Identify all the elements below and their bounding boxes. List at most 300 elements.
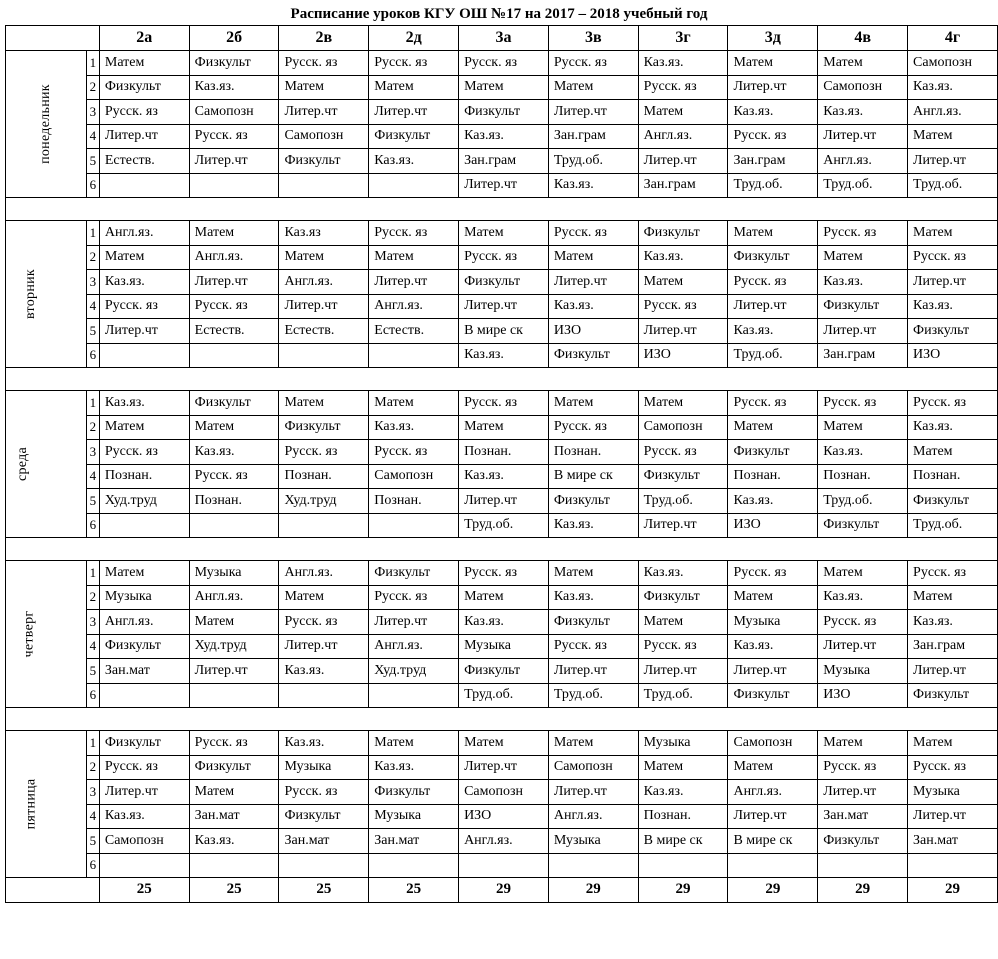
lesson-cell: Каз.яз. [638,51,728,76]
lesson-cell: Литер.чт [99,319,189,344]
lesson-cell: ИЗО [459,804,549,829]
lesson-number: 5 [86,489,99,514]
lesson-row [6,610,998,635]
lesson-cell: Самопозн [99,829,189,854]
lesson-row [6,731,998,756]
lesson-cell [189,853,279,878]
lesson-cell: Физкульт [818,294,908,319]
total-cell: 29 [459,878,549,903]
lesson-cell: Русск. яз [818,755,908,780]
lesson-cell: Литер.чт [908,659,998,684]
lesson-row [6,149,998,174]
lesson-cell: Физкульт [279,415,369,440]
lesson-cell: Зан.мат [99,659,189,684]
lesson-number: 3 [86,440,99,465]
lesson-cell: Литер.чт [908,149,998,174]
lesson-row [6,829,998,854]
lesson-number: 4 [86,294,99,319]
schedule-title: Расписание уроков КГУ ОШ №17 на 2017 – 2018 учебный год [290,6,708,22]
lesson-cell: Матем [369,75,459,100]
day-label: пятница [23,778,39,830]
day-cell [6,561,87,708]
lesson-cell [99,853,189,878]
lesson-cell: Матем [279,585,369,610]
lesson-cell [908,853,998,878]
lesson-number: 3 [86,270,99,295]
lesson-cell: Каз.яз. [818,585,908,610]
lesson-cell: Труд.об. [638,489,728,514]
lesson-cell [279,853,369,878]
lesson-cell: Познан. [638,804,728,829]
total-cell: 25 [99,878,189,903]
lesson-cell: Матем [548,75,638,100]
lesson-number: 2 [86,415,99,440]
lesson-cell: Физкульт [818,829,908,854]
class-header: 2а [99,26,189,51]
lesson-cell: Литер.чт [548,780,638,805]
lesson-cell: Русск. яз [818,610,908,635]
lesson-cell [99,173,189,198]
lesson-number: 1 [86,51,99,76]
lesson-cell: Физкульт [818,513,908,538]
lesson-cell: Русск. яз [818,221,908,246]
lesson-cell: Русск. яз [638,634,728,659]
class-header: 3а [459,26,549,51]
lesson-cell: Русск. яз [908,755,998,780]
lesson-row [6,343,998,368]
lesson-row [6,780,998,805]
lesson-number: 5 [86,149,99,174]
lesson-cell: Матем [459,585,549,610]
lesson-cell: Зан.грам [818,343,908,368]
class-header: 4в [818,26,908,51]
lesson-cell: Литер.чт [369,270,459,295]
lesson-cell: Литер.чт [818,780,908,805]
lesson-cell: Литер.чт [908,804,998,829]
lesson-cell: Матем [279,245,369,270]
day-separator [6,368,998,391]
lesson-cell: Литер.чт [638,149,728,174]
schedule-header [6,26,998,51]
lesson-cell: Музыка [279,755,369,780]
lesson-cell: Самопозн [189,100,279,125]
lesson-cell: Музыка [818,659,908,684]
lesson-cell: Зан.грам [638,173,728,198]
lesson-cell: Физкульт [728,440,818,465]
lesson-cell: Литер.чт [459,294,549,319]
lesson-cell: Зан.грам [728,149,818,174]
lesson-cell: Каз.яз. [279,659,369,684]
lesson-cell: Музыка [369,804,459,829]
lesson-cell: Литер.чт [638,659,728,684]
lesson-cell: Труд.об. [459,683,549,708]
lesson-cell: Матем [548,245,638,270]
lesson-number: 1 [86,391,99,416]
lesson-cell: Англ.яз. [189,585,279,610]
lesson-cell: Каз.яз. [548,513,638,538]
lesson-cell: Литер.чт [728,294,818,319]
lesson-cell: Познан. [548,440,638,465]
lesson-number: 4 [86,804,99,829]
lesson-number: 2 [86,755,99,780]
lesson-cell: Русск. яз [99,100,189,125]
lesson-cell: Матем [99,415,189,440]
class-header: 3в [548,26,638,51]
lesson-cell [189,513,279,538]
lesson-row [6,659,998,684]
lesson-cell: Познан. [279,464,369,489]
lesson-cell: Матем [638,755,728,780]
lesson-row [6,319,998,344]
lesson-cell: Русск. яз [908,245,998,270]
lesson-cell: Русск. яз [459,245,549,270]
lesson-cell: Англ.яз. [279,561,369,586]
lesson-cell: Русск. яз [279,610,369,635]
lesson-cell: Труд.об. [728,343,818,368]
lesson-cell: Физкульт [279,149,369,174]
lesson-cell: Физкульт [369,124,459,149]
lesson-row [6,245,998,270]
lesson-cell: Каз.яз. [189,440,279,465]
lesson-row [6,489,998,514]
lesson-cell: В мире ск [459,319,549,344]
lesson-cell: Англ.яз. [279,270,369,295]
lesson-cell: Труд.об. [728,173,818,198]
lesson-row [6,513,998,538]
lesson-cell: Познан. [818,464,908,489]
lesson-cell: Англ.яз. [99,221,189,246]
lesson-cell: Физкульт [99,634,189,659]
lesson-cell: Русск. яз [548,221,638,246]
total-cell: 29 [818,878,908,903]
lesson-cell: Матем [99,245,189,270]
lesson-number: 2 [86,75,99,100]
lesson-cell: Самопозн [728,731,818,756]
day-separator [6,708,998,731]
lesson-cell: Матем [818,245,908,270]
lesson-cell [279,173,369,198]
lesson-cell: Труд.об. [638,683,728,708]
total-cell: 25 [369,878,459,903]
total-cell: 29 [908,878,998,903]
lesson-cell: Русск. яз [279,51,369,76]
lesson-cell: Труд.об. [548,683,638,708]
lesson-cell: Каз.яз. [189,75,279,100]
lesson-cell: Познан. [908,464,998,489]
total-cell: 25 [189,878,279,903]
lesson-cell: Литер.чт [189,270,279,295]
lesson-cell: Естеств. [189,319,279,344]
separator-cell [6,708,998,731]
class-header: 3г [638,26,728,51]
total-cell: 29 [548,878,638,903]
lesson-cell: Англ.яз. [548,804,638,829]
lesson-cell: Зан.мат [908,829,998,854]
lesson-cell: Каз.яз. [459,343,549,368]
lesson-cell: Зан.мат [818,804,908,829]
lesson-row [6,173,998,198]
lesson-cell: Матем [638,270,728,295]
lesson-cell [99,513,189,538]
lesson-cell: Зан.мат [189,804,279,829]
lesson-cell: Русск. яз [279,440,369,465]
lesson-cell: Матем [548,731,638,756]
lesson-cell: Физкульт [189,755,279,780]
lesson-cell: Матем [728,415,818,440]
lesson-cell: Матем [728,755,818,780]
lesson-number: 1 [86,731,99,756]
lesson-cell: Русск. яз [189,464,279,489]
class-header: 2в [279,26,369,51]
lesson-cell: Литер.чт [638,319,728,344]
lesson-cell: Каз.яз. [818,100,908,125]
lesson-row [6,585,998,610]
lesson-cell: Каз.яз. [548,294,638,319]
lesson-cell: Познан. [99,464,189,489]
lesson-cell [369,343,459,368]
lesson-cell: Англ.яз. [99,610,189,635]
lesson-cell: Матем [189,415,279,440]
lesson-cell: Русск. яз [638,440,728,465]
lesson-cell: Физкульт [728,683,818,708]
lesson-cell: Самопозн [459,780,549,805]
lesson-cell: Физкульт [459,270,549,295]
lesson-cell: Матем [818,561,908,586]
lesson-cell: Русск. яз [279,780,369,805]
lesson-cell: Каз.яз. [728,100,818,125]
lesson-cell: Худ.труд [279,489,369,514]
lesson-number: 3 [86,100,99,125]
lesson-cell [189,683,279,708]
lesson-cell [638,853,728,878]
lesson-number: 6 [86,683,99,708]
lesson-row [6,561,998,586]
lesson-cell: Русск. яз [189,294,279,319]
lesson-cell: Англ.яз. [369,294,459,319]
lesson-row [6,51,998,76]
lesson-cell: Литер.чт [279,634,369,659]
lesson-cell: Матем [818,731,908,756]
lesson-number: 4 [86,124,99,149]
lesson-cell: Каз.яз. [279,731,369,756]
lesson-cell: Физкульт [99,75,189,100]
lesson-cell: Матем [908,124,998,149]
lesson-cell: Литер.чт [459,755,549,780]
lesson-cell: ИЗО [908,343,998,368]
lesson-cell: Физкульт [459,100,549,125]
lesson-cell: Каз.яз. [908,75,998,100]
lesson-cell: Каз.яз. [369,149,459,174]
lesson-cell [728,853,818,878]
lesson-cell [279,683,369,708]
lesson-cell: Физкульт [189,391,279,416]
lesson-row [6,75,998,100]
lesson-row [6,294,998,319]
lesson-cell: Зан.мат [279,829,369,854]
lesson-cell: Англ.яз. [818,149,908,174]
schedule-table [5,25,998,903]
lesson-cell: Познан. [369,489,459,514]
lesson-cell: Каз.яз. [638,561,728,586]
lesson-number: 4 [86,634,99,659]
lesson-cell: Матем [189,610,279,635]
lesson-cell: Естеств. [99,149,189,174]
lesson-cell: Физкульт [548,489,638,514]
lesson-cell: Матем [818,415,908,440]
lesson-cell: Матем [728,585,818,610]
lesson-cell [369,683,459,708]
lesson-cell [369,513,459,538]
lesson-cell: Каз.яз. [548,585,638,610]
lesson-cell: Каз.яз. [459,464,549,489]
lesson-cell: Зан.грам [459,149,549,174]
lesson-row [6,804,998,829]
lesson-cell: Музыка [459,634,549,659]
lesson-cell: Русск. яз [99,755,189,780]
lesson-cell: Англ.яз. [638,124,728,149]
lesson-cell: Русск. яз [369,51,459,76]
lesson-number: 1 [86,221,99,246]
lesson-cell: Русск. яз [189,124,279,149]
lesson-cell: Физкульт [638,464,728,489]
lesson-cell: В мире ск [548,464,638,489]
lesson-cell: Каз.яз. [99,270,189,295]
lesson-number: 3 [86,780,99,805]
lesson-cell: Зан.грам [548,124,638,149]
lesson-cell: Литер.чт [548,270,638,295]
lesson-cell: ИЗО [818,683,908,708]
lesson-cell: Матем [908,221,998,246]
lesson-cell: Труд.об. [548,149,638,174]
lesson-cell: Литер.чт [459,173,549,198]
lesson-cell: Русск. яз [908,391,998,416]
lesson-cell: Матем [548,391,638,416]
lesson-cell: Физкульт [369,561,459,586]
lesson-cell: Литер.чт [728,804,818,829]
lesson-cell: Физкульт [908,489,998,514]
lesson-cell: Матем [728,221,818,246]
class-header: 3д [728,26,818,51]
class-header: 2д [369,26,459,51]
lesson-cell: Русск. яз [728,270,818,295]
lesson-cell: Каз.яз. [99,804,189,829]
lesson-cell: Труд.об. [908,173,998,198]
lesson-cell: Матем [189,221,279,246]
class-header-row [6,26,998,51]
lesson-cell: Познан. [189,489,279,514]
lesson-number: 4 [86,464,99,489]
lesson-cell: Литер.чт [459,489,549,514]
lesson-cell: Русск. яз [728,561,818,586]
schedule-body [6,51,998,903]
lesson-cell: Матем [459,415,549,440]
lesson-row [6,124,998,149]
lesson-cell: Матем [548,561,638,586]
total-cell: 29 [728,878,818,903]
lesson-cell: Русск. яз [459,391,549,416]
lesson-row [6,853,998,878]
lesson-row [6,755,998,780]
lesson-cell: Физкульт [279,804,369,829]
lesson-cell: Матем [459,221,549,246]
lesson-cell: Англ.яз. [459,829,549,854]
lesson-cell: Матем [459,75,549,100]
lesson-cell: Матем [369,245,459,270]
lesson-cell: Русск. яз [728,391,818,416]
lesson-cell: Физкульт [99,731,189,756]
lesson-cell: Труд.об. [818,173,908,198]
lesson-cell: Матем [638,391,728,416]
lesson-cell: Матем [369,391,459,416]
lesson-cell: Каз.яз [279,221,369,246]
lesson-cell: Матем [908,440,998,465]
lesson-cell: Каз.яз. [908,294,998,319]
lesson-row [6,270,998,295]
lesson-cell: ИЗО [548,319,638,344]
lesson-row [6,464,998,489]
totals-row [6,878,998,903]
lesson-cell: Русск. яз [548,634,638,659]
lesson-cell: Литер.чт [369,100,459,125]
lesson-cell: Матем [459,731,549,756]
lesson-cell [189,343,279,368]
lesson-cell: Самопозн [548,755,638,780]
lesson-cell: Литер.чт [908,270,998,295]
lesson-cell: Русск. яз [369,221,459,246]
lesson-cell [459,853,549,878]
lesson-row [6,221,998,246]
lesson-cell: Зан.мат [369,829,459,854]
lesson-number: 6 [86,173,99,198]
header-corner [6,26,100,51]
lesson-cell: Англ.яз. [908,100,998,125]
lesson-cell: Каз.яз. [459,610,549,635]
separator-cell [6,368,998,391]
lesson-cell: Русск. яз [369,440,459,465]
lesson-cell: В мире ск [638,829,728,854]
lesson-cell: Физкульт [548,610,638,635]
lesson-cell: Литер.чт [728,75,818,100]
lesson-cell: Литер.чт [548,659,638,684]
lesson-cell: Физкульт [638,221,728,246]
lesson-row [6,391,998,416]
lesson-cell: Русск. яз [908,561,998,586]
separator-cell [6,198,998,221]
lesson-cell: Англ.яз. [369,634,459,659]
lesson-cell: Естеств. [279,319,369,344]
lesson-cell: Русск. яз [99,440,189,465]
lesson-cell: Физкульт [728,245,818,270]
lesson-number: 5 [86,829,99,854]
lesson-cell: Физкульт [908,319,998,344]
lesson-cell [279,343,369,368]
lesson-cell: Каз.яз. [728,634,818,659]
class-header: 4г [908,26,998,51]
day-label: четверг [21,610,37,658]
day-cell [6,391,87,538]
lesson-cell: Труд.об. [459,513,549,538]
lesson-cell: Матем [279,391,369,416]
lesson-row [6,415,998,440]
lesson-cell: Матем [369,731,459,756]
lesson-number: 2 [86,585,99,610]
lesson-cell: Русск. яз [818,391,908,416]
lesson-cell: Худ.труд [369,659,459,684]
lesson-cell: ИЗО [638,343,728,368]
lesson-cell: Самопозн [818,75,908,100]
lesson-cell: Каз.яз. [728,319,818,344]
lesson-cell: Каз.яз. [548,173,638,198]
